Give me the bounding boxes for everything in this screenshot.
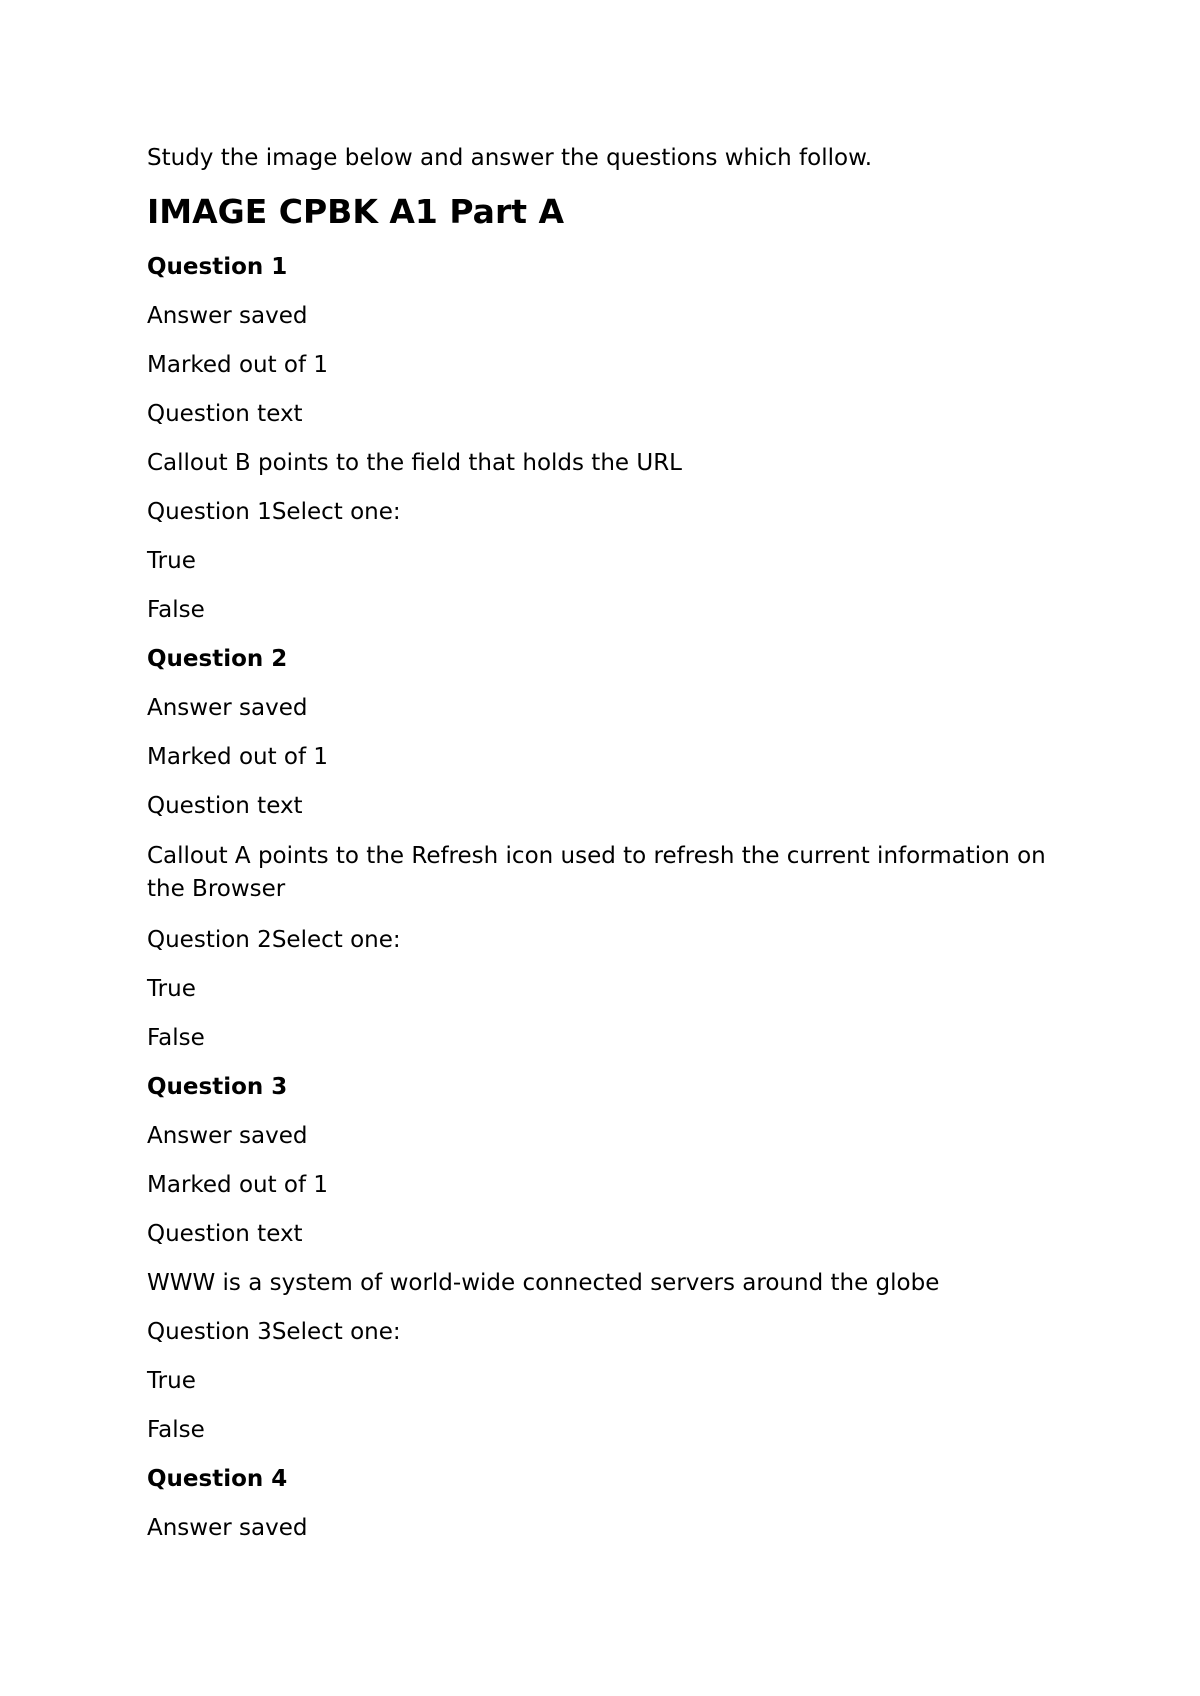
question-text: WWW is a system of world-wide connected servers around the globe bbox=[147, 1270, 940, 1296]
question-marks: Marked out of 1 bbox=[147, 744, 329, 770]
question-title: Question 1 bbox=[147, 254, 288, 280]
option-true[interactable]: True bbox=[147, 976, 196, 1002]
question-status: Answer saved bbox=[147, 303, 308, 329]
option-false[interactable]: False bbox=[147, 1417, 205, 1443]
question-marks: Marked out of 1 bbox=[147, 1172, 329, 1198]
select-one-label: Question 1Select one: bbox=[147, 499, 401, 525]
option-true[interactable]: True bbox=[147, 1368, 196, 1394]
question-text: Callout B points to the field that holds the URL bbox=[147, 450, 682, 476]
option-false[interactable]: False bbox=[147, 597, 205, 623]
question-3 bbox=[147, 1072, 1107, 1445]
question-title: Question 2 bbox=[147, 646, 288, 672]
option-false[interactable]: False bbox=[147, 1025, 205, 1051]
select-one-label: Question 3Select one: bbox=[147, 1319, 401, 1345]
question-text-label: Question text bbox=[147, 793, 303, 819]
question-text-label: Question text bbox=[147, 401, 303, 427]
question-2 bbox=[147, 644, 1107, 1053]
question-4 bbox=[147, 1464, 1107, 1543]
page-title: IMAGE CPBK A1 Part A bbox=[147, 192, 565, 231]
question-status: Answer saved bbox=[147, 1123, 308, 1149]
question-title: Question 3 bbox=[147, 1074, 288, 1100]
question-marks: Marked out of 1 bbox=[147, 352, 329, 378]
question-list bbox=[147, 252, 1107, 1562]
question-status: Answer saved bbox=[147, 1515, 308, 1541]
intro-text: Study the image below and answer the questions which follow. bbox=[147, 145, 873, 171]
question-text-label: Question text bbox=[147, 1221, 303, 1247]
question-1 bbox=[147, 252, 1107, 625]
option-true[interactable]: True bbox=[147, 548, 196, 574]
question-text: Callout A points to the Refresh icon used to refresh the current information on the Browser bbox=[147, 843, 1046, 902]
question-status: Answer saved bbox=[147, 695, 308, 721]
question-title: Question 4 bbox=[147, 1466, 288, 1492]
select-one-label: Question 2Select one: bbox=[147, 927, 401, 953]
